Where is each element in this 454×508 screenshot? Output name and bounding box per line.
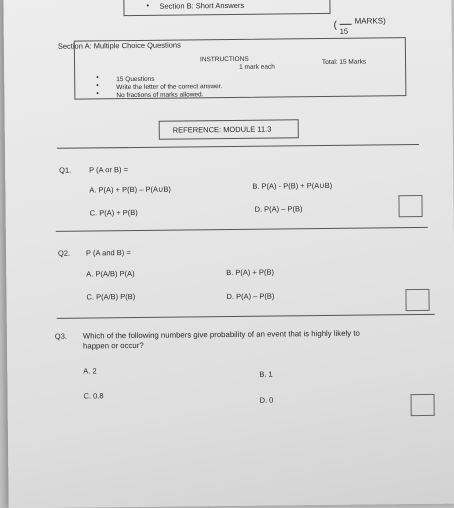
- q3-option-c[interactable]: C. 0.8: [83, 391, 104, 401]
- q3-option-b[interactable]: B. 1: [259, 369, 273, 379]
- q3-option-a[interactable]: A. 2: [83, 366, 97, 376]
- q1-option-c[interactable]: C. P(A) + P(B): [89, 207, 138, 218]
- instruction-item-2: Write the letter of the correct answer.: [116, 83, 223, 92]
- q2-number: Q2.: [57, 248, 71, 258]
- section-title: Section A: Multiple Choice Questions: [57, 40, 181, 51]
- marks-open-paren: (: [333, 19, 338, 31]
- marks-fraction-line: [340, 24, 352, 25]
- q2-option-b[interactable]: B. P(A) + P(B): [226, 267, 274, 278]
- top-bullet-text: Section B: Short Answers: [159, 0, 245, 11]
- q1-option-b[interactable]: B. P(A) - P(B) + P(A∪B): [252, 180, 333, 191]
- q3-text-line1: Which of the following numbers give probability of an event that is highly likely to: [82, 328, 360, 341]
- q2-text: P (A and B) =: [85, 248, 131, 258]
- divider-1: [57, 144, 419, 149]
- instructions-total: Total: 15 Marks: [322, 58, 367, 67]
- q1-answer-box[interactable]: [398, 195, 422, 217]
- instruction-bullet-2: •: [96, 82, 99, 90]
- q1-option-d[interactable]: D. P(A) – P(B): [254, 204, 303, 214]
- reference-text: REFERENCE: MODULE 11.3: [172, 124, 272, 135]
- divider-3: [57, 314, 435, 319]
- q2-option-c[interactable]: C. P(A/B) P(B): [86, 291, 136, 302]
- instruction-bullet-1: •: [96, 74, 99, 82]
- top-bullet-dot: •: [146, 0, 150, 10]
- q1-text: P (A or B) =: [89, 165, 129, 175]
- q2-option-d[interactable]: D. P(A) – P(B): [226, 291, 275, 302]
- divider-2: [56, 227, 428, 232]
- instructions-title: INSTRUCTIONS: [199, 55, 249, 64]
- marks-denominator: 15: [339, 26, 349, 36]
- exam-paper: [3, 0, 454, 508]
- instruction-item-1: 15 Questions: [116, 75, 155, 84]
- q3-option-d[interactable]: D. 0: [259, 395, 274, 405]
- q1-number: Q1.: [59, 165, 72, 175]
- instruction-item-3: No fractions of marks allowed.: [116, 91, 204, 100]
- instructions-mark-each: 1 mark each: [239, 63, 275, 71]
- marks-label: MARKS): [354, 16, 386, 26]
- instruction-bullet-3: •: [96, 90, 99, 98]
- q3-answer-box[interactable]: [411, 394, 435, 416]
- q3-text-line2: happen or occur?: [82, 340, 144, 351]
- q1-option-a[interactable]: A. P(A) + P(B) – P(A∪B): [89, 184, 171, 195]
- q2-answer-box[interactable]: [405, 289, 429, 311]
- q2-option-a[interactable]: A. P(A/B) P(A): [86, 269, 135, 279]
- q3-number: Q3.: [54, 331, 68, 341]
